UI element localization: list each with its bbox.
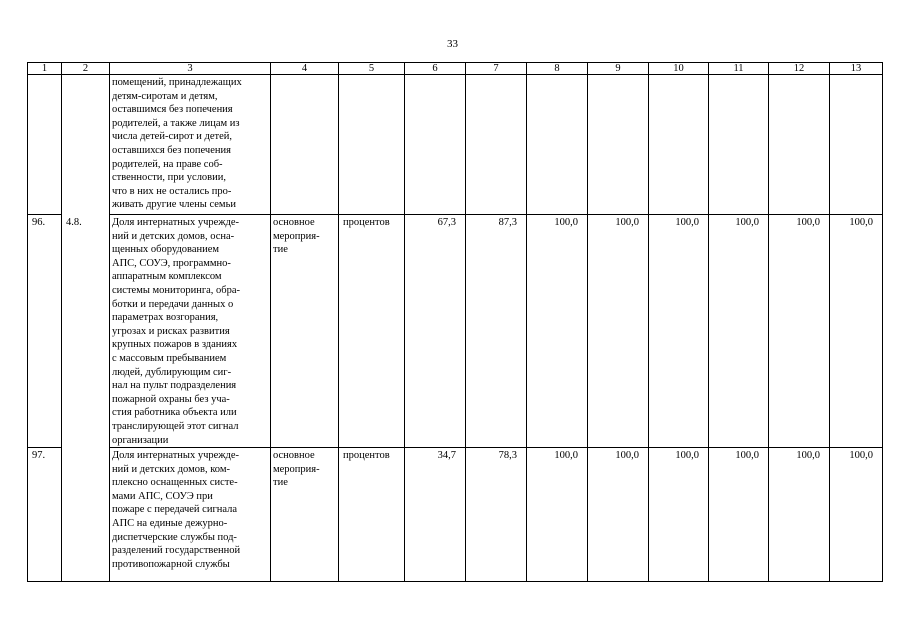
cell-text-line: аппаратным комплексом bbox=[112, 271, 222, 283]
cell-text-line: транслирующей этот сигнал bbox=[112, 420, 239, 432]
cell-text-line: крупных пожаров в зданиях bbox=[112, 339, 238, 351]
cell-text-line: угрозах и рисках развития bbox=[112, 325, 230, 337]
cell-text-line: основное bbox=[273, 217, 315, 228]
header-cell: 1 bbox=[28, 63, 62, 75]
cell-text-line: тие bbox=[273, 244, 288, 256]
table-row bbox=[28, 75, 883, 215]
value-cell: 100,0 bbox=[649, 448, 709, 582]
header-cell: 9 bbox=[588, 63, 649, 75]
value-cell: 100,0 bbox=[649, 215, 709, 448]
indicator-name-cell bbox=[110, 215, 271, 448]
cell-text-line: ний и детских домов, ком- bbox=[112, 463, 230, 475]
cell-text-line: стия работника объекта или bbox=[112, 407, 237, 419]
cell-text-line: мами АПС, СОУЭ при bbox=[112, 490, 213, 502]
value-cell: 100,0 bbox=[709, 215, 769, 448]
cell-text-line: организации bbox=[112, 434, 169, 446]
cell-text-line: пожаре с передачей сигнала bbox=[112, 504, 238, 516]
cell-text-line: оставшихся без попечения bbox=[112, 144, 231, 156]
cell-text-line: АПС на единые дежурно- bbox=[112, 518, 228, 530]
indicator-name-cell bbox=[110, 75, 271, 215]
cell-text-line: числа детей-сирот и детей, bbox=[112, 131, 233, 143]
cell-text-line: разделений государственной bbox=[112, 545, 241, 557]
cell-text-line: оставшимся без попечения bbox=[112, 104, 233, 116]
cell-text-line: нал на пульт подразделения bbox=[112, 380, 237, 392]
value-cell: 87,3 bbox=[466, 215, 527, 448]
value-cell: 100,0 bbox=[830, 448, 883, 582]
value-cell: 34,7 bbox=[405, 448, 466, 582]
cell-text-line: что в них не остались про- bbox=[112, 185, 232, 197]
type-cell bbox=[271, 75, 339, 215]
cell-text-line: Доля интернатных учрежде- bbox=[112, 217, 240, 228]
value-cell bbox=[405, 75, 466, 215]
header-cell: 4 bbox=[271, 63, 339, 75]
value-cell: 100,0 bbox=[830, 215, 883, 448]
header-row bbox=[28, 63, 883, 75]
cell-text-line: помещений, принадлежащих bbox=[112, 77, 242, 88]
code-cell: 4.8. bbox=[62, 215, 110, 582]
value-cell: 100,0 bbox=[527, 215, 588, 448]
header-cell: 13 bbox=[830, 63, 883, 75]
cell-text-line: противопожарной службы bbox=[112, 558, 230, 570]
value-cell: 78,3 bbox=[466, 448, 527, 582]
cell-text-line: с массовым пребыванием bbox=[112, 352, 227, 364]
cell-text-line: Доля интернатных учрежде- bbox=[112, 450, 240, 462]
cell-text-line: АПС, СОУЭ, программно- bbox=[112, 257, 231, 269]
cell-text-line: ственности, при условии, bbox=[112, 172, 227, 184]
cell-text-line: диспетчерские службы под- bbox=[112, 531, 237, 543]
cell-text-line: ботки и передачи данных о bbox=[112, 298, 234, 310]
cell-text-line: детям-сиротам и детям, bbox=[112, 90, 218, 102]
cell-text-line: параметрах возгорания, bbox=[112, 312, 219, 324]
cell-text-line: щенных оборудованием bbox=[112, 244, 220, 256]
cell-text-line: родителей, на праве соб- bbox=[112, 158, 223, 170]
cell-text-line: основное bbox=[273, 450, 315, 462]
cell-text-line: живать другие члены семьи bbox=[112, 199, 236, 211]
value-cell bbox=[709, 75, 769, 215]
cell-text-line: родителей, а также лицам из bbox=[112, 117, 240, 129]
header-cell: 7 bbox=[466, 63, 527, 75]
header-cell: 12 bbox=[769, 63, 830, 75]
cell-text-line: пожарной охраны без уча- bbox=[112, 393, 230, 405]
header-cell: 8 bbox=[527, 63, 588, 75]
value-cell: 100,0 bbox=[527, 448, 588, 582]
value-cell: 100,0 bbox=[709, 448, 769, 582]
value-cell bbox=[830, 75, 883, 215]
type-cell bbox=[271, 448, 339, 582]
value-cell bbox=[588, 75, 649, 215]
value-cell: 100,0 bbox=[769, 215, 830, 448]
value-cell bbox=[527, 75, 588, 215]
unit-cell: процентов bbox=[339, 448, 405, 582]
value-cell: 100,0 bbox=[588, 448, 649, 582]
row-number-cell bbox=[28, 75, 62, 215]
type-cell bbox=[271, 215, 339, 448]
value-cell: 100,0 bbox=[588, 215, 649, 448]
header-cell: 5 bbox=[339, 63, 405, 75]
cell-text-line: тие bbox=[273, 477, 288, 489]
value-cell: 100,0 bbox=[769, 448, 830, 582]
cell-text-line: ний и детских домов, осна- bbox=[112, 230, 235, 242]
header-cell: 2 bbox=[62, 63, 110, 75]
cell-text-line: системы мониторинга, обра- bbox=[112, 284, 241, 296]
value-cell bbox=[649, 75, 709, 215]
data-table bbox=[27, 62, 883, 582]
unit-cell: процентов bbox=[339, 215, 405, 448]
unit-cell bbox=[339, 75, 405, 215]
indicator-name-cell bbox=[110, 448, 271, 582]
cell-text-line: мероприя- bbox=[273, 463, 320, 475]
value-cell: 67,3 bbox=[405, 215, 466, 448]
row-number-cell: 97. bbox=[28, 448, 62, 582]
row-number-cell: 96. bbox=[28, 215, 62, 448]
cell-text-line: людей, дублирующим сиг- bbox=[112, 366, 232, 378]
header-cell: 11 bbox=[709, 63, 769, 75]
value-cell bbox=[769, 75, 830, 215]
header-cell: 6 bbox=[405, 63, 466, 75]
code-cell bbox=[62, 75, 110, 215]
cell-text-line: мероприя- bbox=[273, 230, 320, 242]
header-cell: 10 bbox=[649, 63, 709, 75]
header-cell: 3 bbox=[110, 63, 271, 75]
value-cell bbox=[466, 75, 527, 215]
page-number: 33 bbox=[447, 38, 458, 50]
cell-text-line: плексно оснащенных систе- bbox=[112, 477, 238, 489]
table-row bbox=[28, 215, 883, 448]
table-row bbox=[28, 448, 883, 582]
